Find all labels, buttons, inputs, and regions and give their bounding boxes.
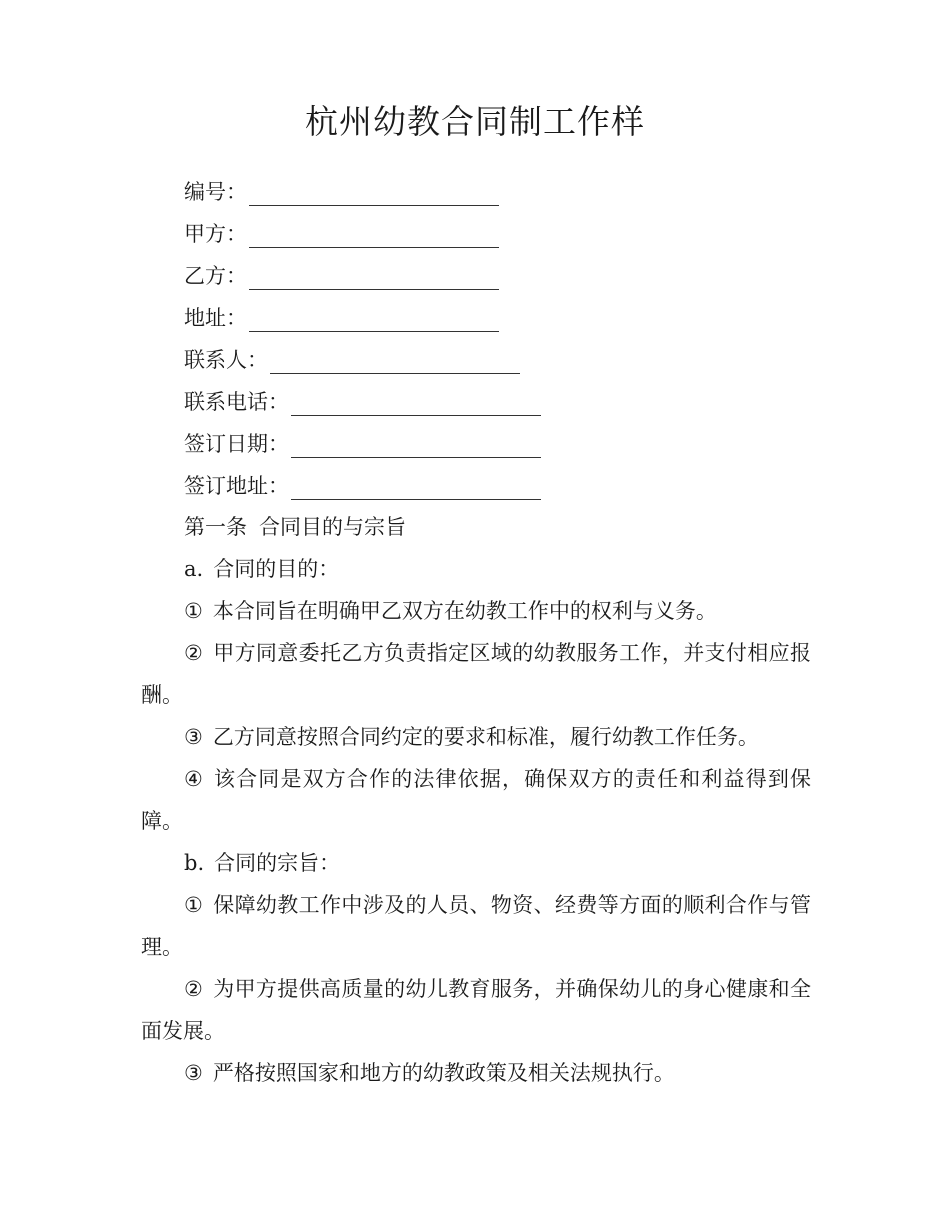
clause-marker: ①	[184, 893, 204, 917]
field-label: 签订日期：	[184, 432, 289, 456]
field-label: 编号：	[184, 180, 247, 204]
clause-text: 为甲方提供高质量的幼儿教育服务，并确保幼儿的身心健康和全面发展。	[141, 977, 812, 1043]
clause-marker: ③	[184, 725, 203, 749]
field-blank-line	[249, 311, 499, 332]
field-contact-phone	[184, 380, 541, 422]
field-sign-place	[184, 464, 541, 506]
contract-fields	[184, 170, 541, 506]
clause-marker: ③	[184, 1061, 203, 1085]
field-contact-person	[184, 338, 541, 380]
clause-text: 严格按照国家和地方的幼教政策及相关法规执行。	[212, 1061, 675, 1085]
field-address	[184, 296, 541, 338]
field-blank-line	[291, 437, 541, 458]
field-party-a	[184, 212, 541, 254]
clause-item	[141, 1052, 811, 1094]
contract-body	[141, 506, 811, 1094]
field-blank-line	[249, 185, 499, 206]
document-title: 杭州幼教合同制工作样	[305, 102, 645, 141]
clause-text: 甲方同意委托乙方负责指定区域的幼教服务工作，并支付相应报酬。	[141, 641, 812, 707]
article-number: 第一条	[184, 515, 247, 539]
field-blank-line	[291, 395, 541, 416]
clause-item	[141, 632, 811, 716]
field-label: 签订地址：	[184, 474, 289, 498]
field-blank-line	[291, 479, 541, 500]
field-blank-line	[249, 269, 499, 290]
clause-marker: ②	[184, 641, 204, 665]
field-label: 乙方：	[184, 264, 247, 288]
article-heading	[141, 506, 811, 548]
clause-item	[141, 590, 811, 632]
subsection-marker: a.	[184, 557, 204, 581]
clause-text: 该合同是双方合作的法律依据，确保双方的责任和利益得到保障。	[141, 767, 811, 833]
clause-marker: ①	[184, 599, 203, 623]
subsection-marker: b.	[184, 851, 205, 875]
clause-item	[141, 884, 811, 968]
subsection-text: 合同的宗旨：	[214, 851, 341, 875]
clause-marker: ④	[184, 767, 204, 791]
field-party-b	[184, 254, 541, 296]
field-label: 甲方：	[184, 222, 247, 246]
field-label: 地址：	[184, 306, 247, 330]
subsection-heading-a	[141, 548, 811, 590]
subsection-text: 合同的目的：	[213, 557, 340, 581]
clause-text: 本合同旨在明确甲乙双方在幼教工作中的权利与义务。	[212, 599, 717, 623]
clause-marker: ②	[184, 977, 204, 1001]
clause-item	[141, 758, 811, 842]
article-title: 合同目的与宗旨	[259, 515, 406, 539]
field-blank-line	[249, 227, 499, 248]
field-label: 联系人：	[184, 348, 268, 372]
clause-item	[141, 716, 811, 758]
clause-item	[141, 968, 811, 1052]
clause-text: 保障幼教工作中涉及的人员、物资、经费等方面的顺利合作与管理。	[141, 893, 812, 959]
field-number	[184, 170, 541, 212]
field-blank-line	[270, 353, 520, 374]
field-sign-date	[184, 422, 541, 464]
field-label: 联系电话：	[184, 390, 289, 414]
subsection-heading-b	[141, 842, 811, 884]
clause-text: 乙方同意按照合同约定的要求和标准，履行幼教工作任务。	[212, 725, 759, 749]
